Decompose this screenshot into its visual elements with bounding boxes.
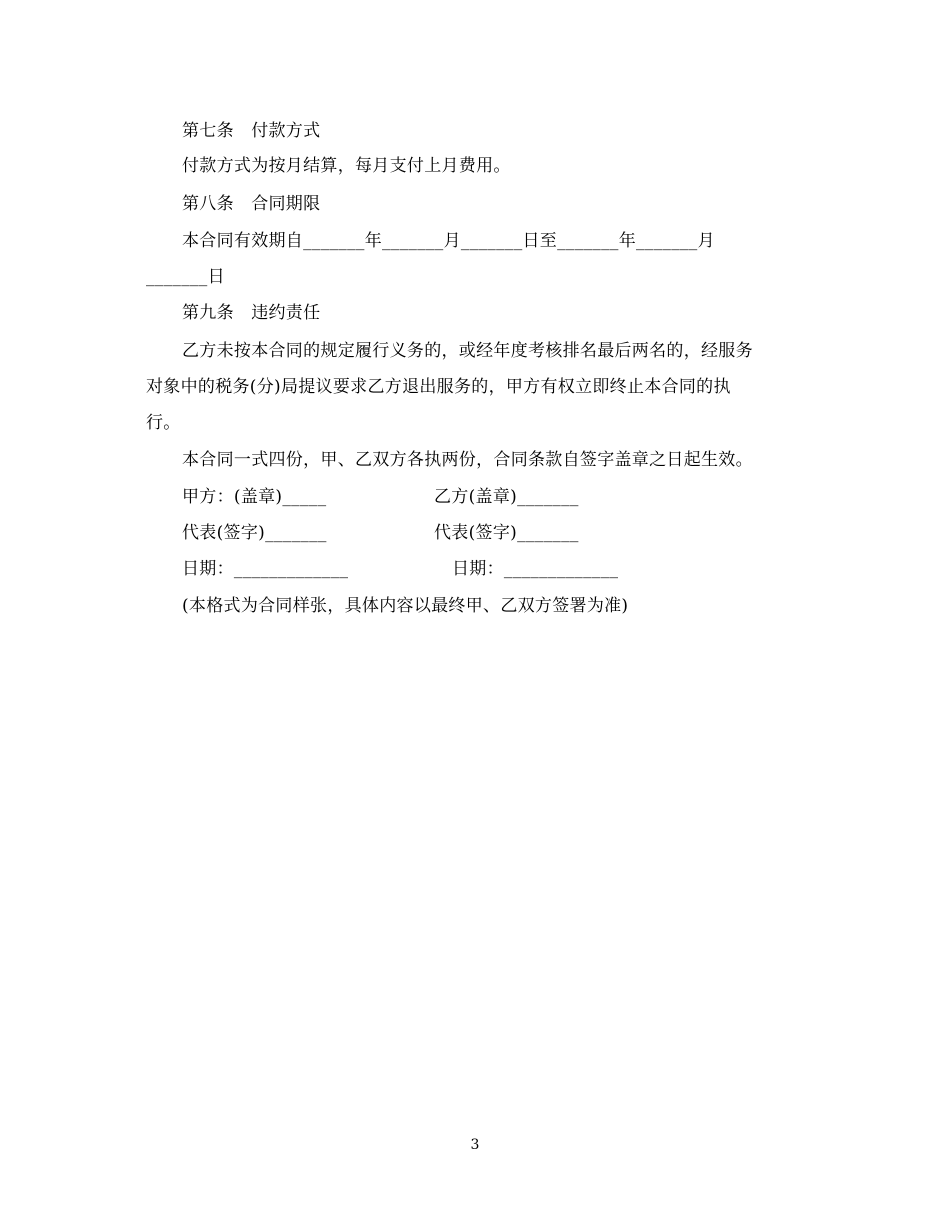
party-b-date: 日期：_____________ — [452, 559, 619, 579]
copies-clause: 本合同一式四份，甲、乙双方各执两份，合同条款自签字盖章之日起生效。 — [182, 450, 753, 470]
article-8-body-line-2: _______日 — [146, 267, 225, 287]
article-9-body-line-3: 行。 — [146, 413, 181, 433]
template-note: (本格式为合同样张，具体内容以最终甲、乙双方签署为准) — [182, 596, 629, 616]
party-b-seal: 乙方(盖章)_______ — [434, 487, 579, 507]
article-8-body-line-1: 本合同有效期自_______年_______月_______日至_______年_______月 — [182, 231, 715, 251]
party-a-representative: 代表(签字)_______ — [182, 523, 327, 543]
article-9-body-line-1: 乙方未按本合同的规定履行义务的，或经年度考核排名最后两名的，经服务 — [182, 341, 753, 361]
article-9-body-line-2: 对象中的税务(分)局提议要求乙方退出服务的，甲方有权立即终止本合同的执 — [146, 377, 731, 397]
article-7-body: 付款方式为按月结算，每月支付上月费用。 — [182, 156, 511, 176]
party-a-date: 日期：_____________ — [182, 559, 349, 579]
party-b-representative: 代表(签字)_______ — [434, 523, 579, 543]
article-7-heading: 第七条 付款方式 — [182, 121, 321, 141]
page-number: 3 — [470, 1137, 480, 1153]
article-8-heading: 第八条 合同期限 — [182, 194, 321, 214]
article-9-heading: 第九条 违约责任 — [182, 303, 321, 323]
party-a-seal: 甲方：(盖章)_____ — [182, 487, 327, 507]
